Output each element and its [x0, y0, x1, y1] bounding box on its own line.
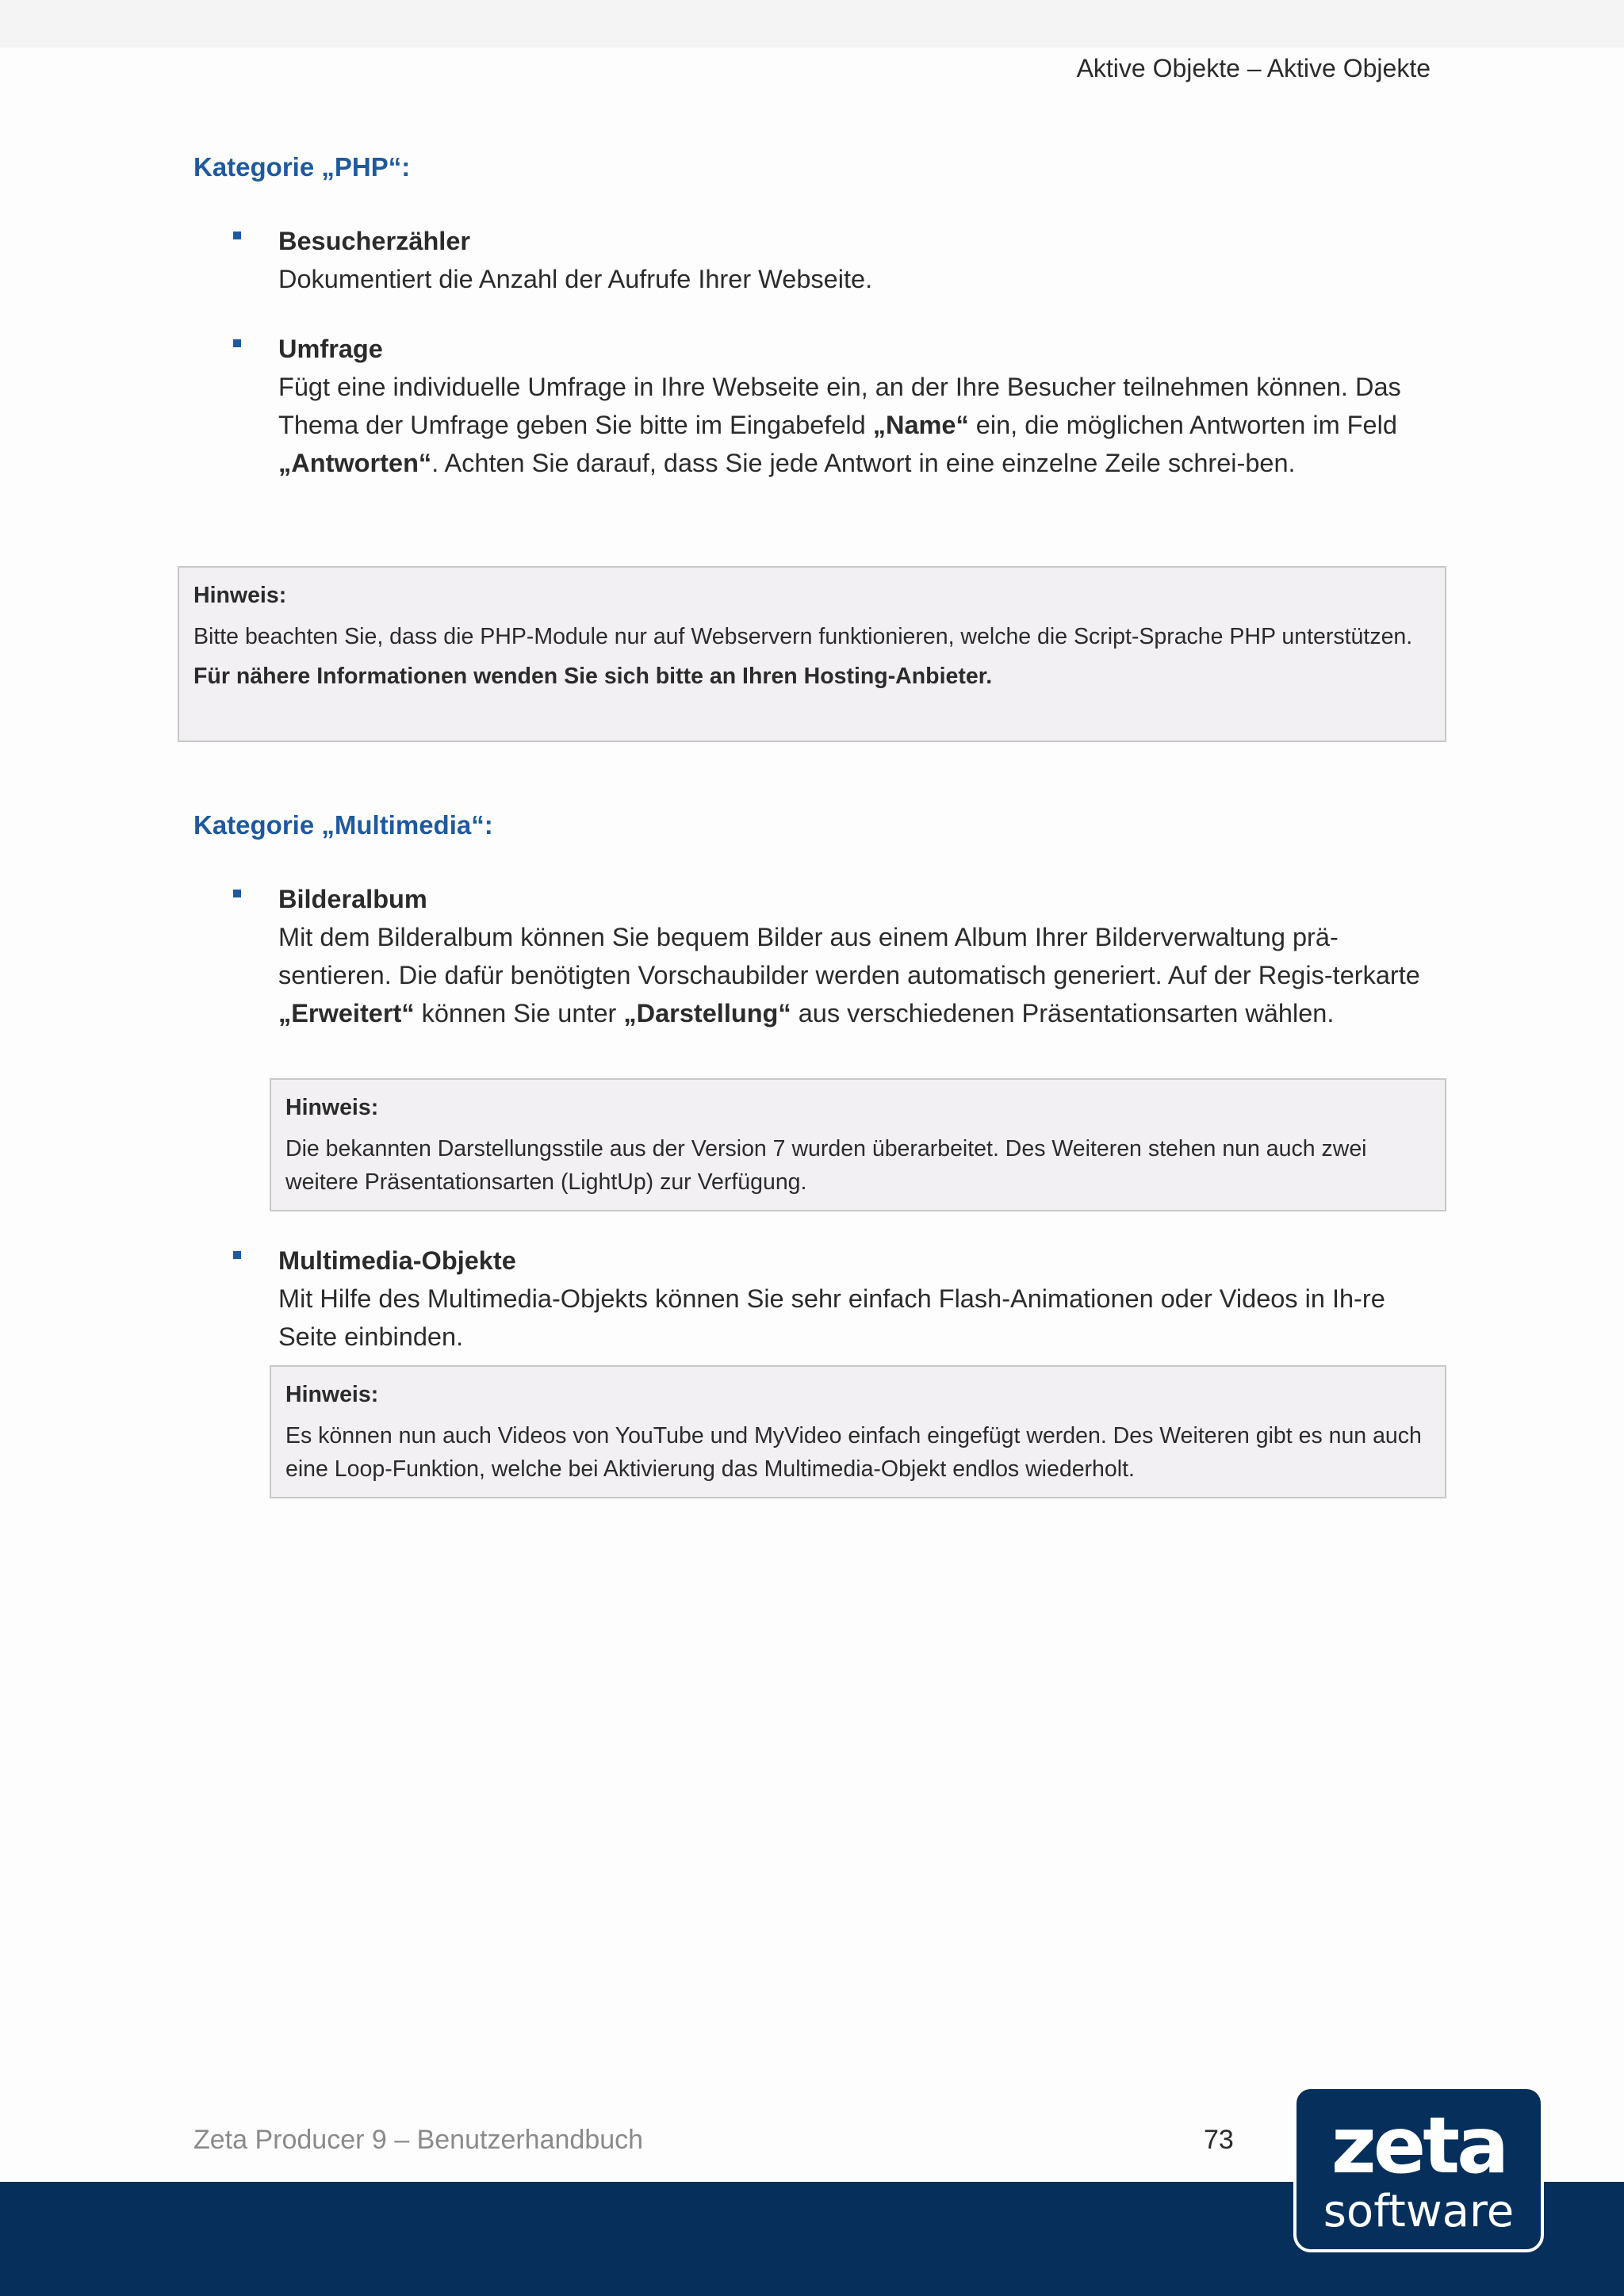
zeta-software-logo [1293, 2085, 1545, 2253]
text-segment: Fügt eine individuelle Umfrage in Ihre Webseite ein, an der Ihre Besucher teilnehmen können. Das Thema der Umfrage geben Sie bitte im Eingabefeld [278, 373, 1401, 439]
note-text: Bitte beachten Sie, dass die PHP-Module nur auf Webservern funktionieren, welche die Script-Sprache PHP unterstützen. [193, 624, 1413, 649]
list-item-umfrage [193, 330, 1446, 482]
item-title: Multimedia-Objekte [278, 1246, 516, 1275]
note-box-php [178, 566, 1446, 742]
keyword-darstellung: „Darstellung“ [623, 999, 791, 1027]
top-strip [0, 0, 1624, 48]
note-bold-text: Für nähere Informationen wenden Sie sich bitte an Ihren Hosting-Anbieter. [193, 664, 993, 689]
item-text: Dokumentiert die Anzahl der Aufrufe Ihrer Webseite. [278, 265, 873, 293]
text-segment: . Achten Sie darauf, dass Sie jede Antwort in eine einzelne Zeile schrei-ben. [431, 449, 1296, 477]
item-title: Bilderalbum [278, 885, 427, 913]
page-number: 73 [1204, 2125, 1234, 2155]
footer-title: Zeta Producer 9 – Benutzerhandbuch [193, 2125, 644, 2155]
bullet-icon [233, 1251, 241, 1259]
note-title: Hinweis: [285, 1095, 379, 1120]
note-title: Hinweis: [193, 583, 287, 608]
item-text: Mit Hilfe des Multimedia-Objekts können Sie sehr einfach Flash-Animationen oder Videos in Ih-re Seite einbinden. [278, 1284, 1385, 1351]
list-item-multimedia-objekte [193, 1242, 1446, 1356]
list-item-bilderalbum [193, 880, 1446, 1032]
note-text: Es können nun auch Videos von YouTube und MyVideo einfach eingefügt werden. Des Weiteren gibt es nun auch eine Loop-Funktion, welche bei Aktivierung das Multimedia-Objekt endlos wiederholt. [285, 1423, 1422, 1482]
text-segment: ein, die möglichen Antworten im Feld [968, 411, 1397, 439]
text-segment: Mit dem Bilderalbum können Sie bequem Bilder aus einem Album Ihrer Bilderverwaltung prä-sentieren. Die dafür benötigten Vorschaubilder werden automatisch generiert. Auf der Regis-terkarte [278, 923, 1420, 989]
item-text [278, 923, 1420, 1027]
bullet-icon [233, 890, 241, 897]
keyword-erweitert: „Erweitert“ [278, 999, 415, 1027]
bullet-icon [233, 232, 241, 239]
keyword-name: „Name“ [872, 411, 969, 439]
list-item-besucherzaehler [193, 222, 1446, 298]
text-segment: aus verschiedenen Präsentationsarten wählen. [791, 999, 1335, 1027]
item-text [278, 373, 1401, 477]
keyword-antworten: „Antworten“ [278, 449, 432, 477]
running-header: Aktive Objekte – Aktive Objekte [1076, 54, 1431, 82]
bullet-icon [233, 339, 241, 347]
text-segment: können Sie unter [414, 999, 624, 1027]
logo-line1: zeta [1331, 2101, 1507, 2191]
note-box-multimedia-objekte [270, 1365, 1446, 1498]
note-text: Die bekannten Darstellungsstile aus der Version 7 wurden überarbeitet. Des Weiteren stehen nun auch zwei weitere Präsentationsarten (LightUp) zur Verfügung. [285, 1136, 1367, 1195]
note-box-bilderalbum [270, 1078, 1446, 1211]
item-title: Besucherzähler [278, 227, 471, 255]
item-title: Umfrage [278, 335, 383, 363]
logo-line2: software [1323, 2186, 1515, 2237]
note-title: Hinweis: [285, 1382, 379, 1407]
section-heading-php: Kategorie „PHP“: [193, 152, 411, 182]
section-heading-multimedia: Kategorie „Multimedia“: [193, 810, 493, 840]
